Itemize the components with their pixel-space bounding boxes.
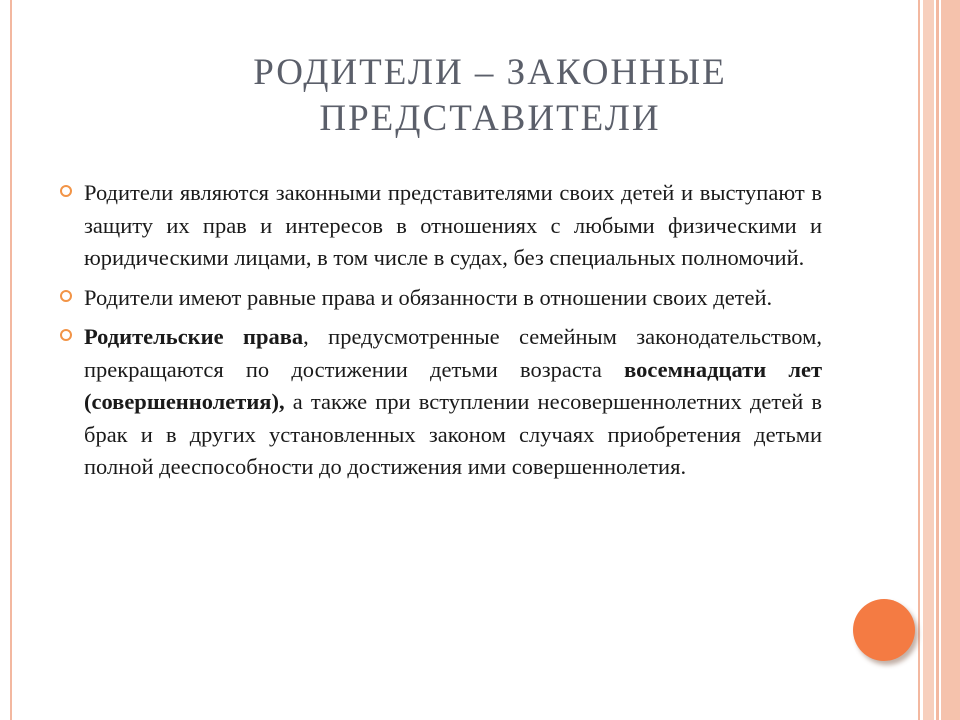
bullet-ring-icon xyxy=(60,185,72,197)
left-border-line xyxy=(10,0,12,720)
right-decorative-stripes xyxy=(918,0,960,720)
stripe xyxy=(923,0,934,720)
list-item xyxy=(84,177,822,275)
slide-title xyxy=(90,50,890,142)
decorative-orange-circle xyxy=(853,599,915,661)
bullet-text: Родители являются законными представителями своих детей и выступают в защиту их прав и интересов в отношениях с любыми физическими и юридическими лицами, в том числе в судах, без специальных полномочий. xyxy=(84,180,822,270)
bullet-bold-term: Родительские права xyxy=(84,324,304,349)
bullet-bold-age: восемнадцати лет (совершеннолетия), xyxy=(84,356,822,414)
bullet-ring-icon xyxy=(60,290,72,302)
bullet-ring-icon xyxy=(60,329,72,341)
list-item xyxy=(84,321,822,484)
stripe xyxy=(936,0,939,720)
bullet-text: а также при вступлении несовершеннолетних детей в брак и в других установленных законом случаях приобретения детьми полной дееспособности до достижения ими совершеннолетия. xyxy=(84,389,822,479)
slide-title-line-1: РОДИТЕЛИ – ЗАКОННЫЕ xyxy=(253,52,727,93)
list-item xyxy=(84,282,822,315)
stripe xyxy=(918,0,920,720)
bullet-text: , предусмотренные семейным законодательством, прекращаются по достижении детьми возраста xyxy=(84,324,822,382)
bullet-text: Родители имеют равные права и обязанности в отношении своих детей. xyxy=(84,284,773,310)
bullet-list xyxy=(84,177,822,491)
slide-title-line-2: ПРЕДСТАВИТЕЛИ xyxy=(319,98,661,139)
stripe xyxy=(941,0,960,720)
